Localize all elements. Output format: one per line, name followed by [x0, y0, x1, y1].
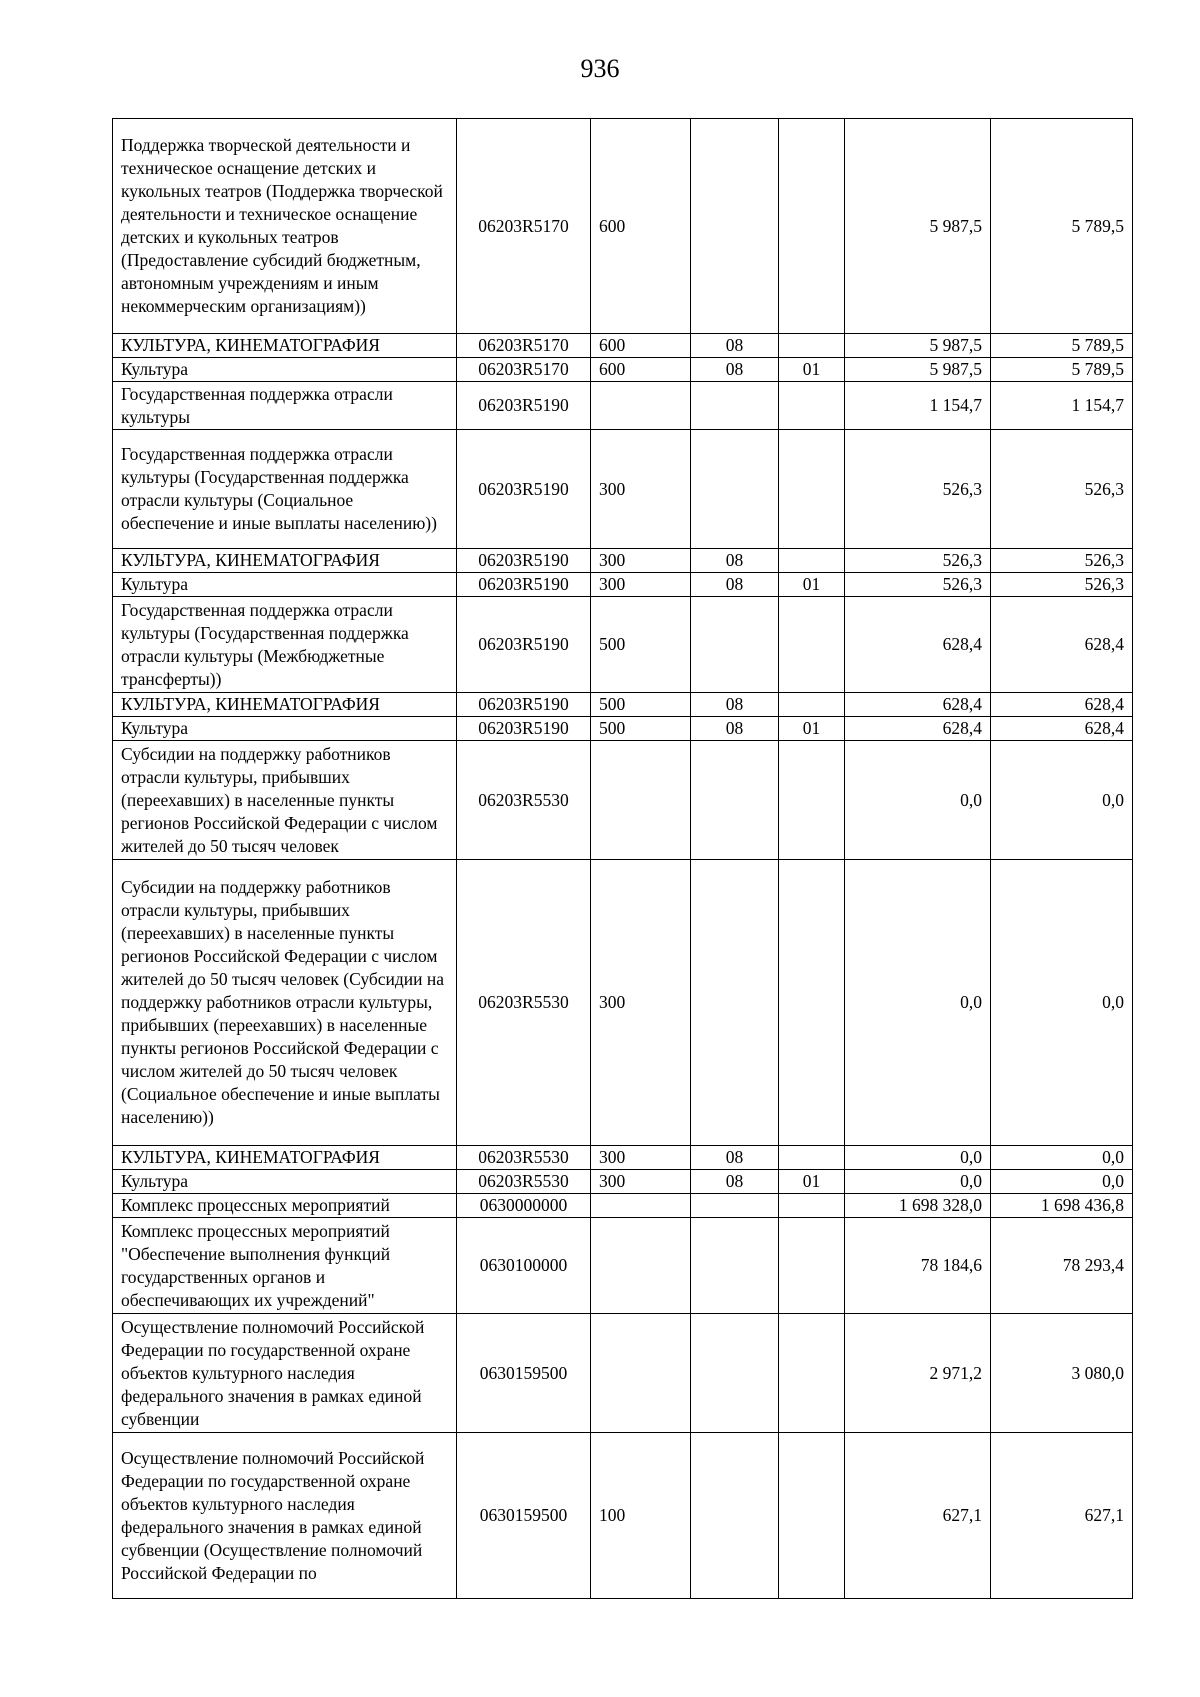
row-rz: 08	[691, 693, 779, 717]
row-name: КУЛЬТУРА, КИНЕМАТОГРАФИЯ	[113, 693, 457, 717]
row-name: Осуществление полномочий Российской Федерации по государственной охране объектов культурного наследия федерального значения в рамках единой субвенции (Осуществление полномочий Российской Федерации по	[113, 1433, 457, 1599]
row-name: Поддержка творческой деятельности и техническое оснащение детских и кукольных театров (Поддержка творческой деятельности и техническое оснащение детских и кукольных театров (Предоставление субсидий бюджетным, автономным учреждениям и иным некоммерческим организациям))	[113, 119, 457, 334]
row-code: 06203R5530	[457, 860, 591, 1146]
row-code: 0630100000	[457, 1218, 591, 1314]
table-row	[113, 430, 1133, 549]
row-value-1: 526,3	[845, 430, 991, 549]
row-rz: 08	[691, 1170, 779, 1194]
row-code: 0630159500	[457, 1433, 591, 1599]
row-vr	[591, 741, 691, 860]
row-name: Государственная поддержка отрасли культуры	[113, 382, 457, 430]
row-value-1: 0,0	[845, 1170, 991, 1194]
table-row	[113, 860, 1133, 1146]
table-row	[113, 741, 1133, 860]
row-rz	[691, 430, 779, 549]
row-code: 06203R5190	[457, 549, 591, 573]
table-row	[113, 597, 1133, 693]
row-pr	[779, 1194, 845, 1218]
row-vr: 100	[591, 1433, 691, 1599]
row-value-2: 628,4	[991, 717, 1133, 741]
row-code: 06203R5530	[457, 1170, 591, 1194]
row-vr: 300	[591, 1170, 691, 1194]
row-code: 06203R5530	[457, 741, 591, 860]
table-row	[113, 1146, 1133, 1170]
row-pr	[779, 1218, 845, 1314]
row-rz: 08	[691, 573, 779, 597]
row-vr: 300	[591, 860, 691, 1146]
row-code: 06203R5530	[457, 1146, 591, 1170]
row-name: Культура	[113, 573, 457, 597]
table-row	[113, 119, 1133, 334]
row-name: Государственная поддержка отрасли культуры (Государственная поддержка отрасли культуры (Социальное обеспечение и иные выплаты населению))	[113, 430, 457, 549]
row-pr	[779, 860, 845, 1146]
row-code: 06203R5170	[457, 358, 591, 382]
table-row	[113, 1433, 1133, 1599]
row-value-2: 1 154,7	[991, 382, 1133, 430]
row-rz	[691, 741, 779, 860]
row-code: 06203R5190	[457, 573, 591, 597]
row-vr: 600	[591, 358, 691, 382]
row-code: 06203R5190	[457, 717, 591, 741]
row-rz	[691, 1218, 779, 1314]
row-value-1: 2 971,2	[845, 1314, 991, 1433]
row-code: 06203R5170	[457, 334, 591, 358]
row-rz: 08	[691, 549, 779, 573]
row-name: Субсидии на поддержку работников отрасли культуры, прибывших (переехавших) в населенные пункты регионов Российской Федерации с числом жителей до 50 тысяч человек	[113, 741, 457, 860]
table-row	[113, 717, 1133, 741]
row-value-1: 628,4	[845, 597, 991, 693]
row-value-2: 0,0	[991, 741, 1133, 860]
row-value-1: 78 184,6	[845, 1218, 991, 1314]
row-pr	[779, 693, 845, 717]
table-row	[113, 549, 1133, 573]
row-code: 0630000000	[457, 1194, 591, 1218]
row-value-1: 0,0	[845, 741, 991, 860]
row-pr	[779, 1433, 845, 1599]
table-row	[113, 573, 1133, 597]
row-pr	[779, 549, 845, 573]
row-rz: 08	[691, 1146, 779, 1170]
row-value-2: 526,3	[991, 573, 1133, 597]
row-vr	[591, 1194, 691, 1218]
row-pr: 01	[779, 1170, 845, 1194]
row-name: КУЛЬТУРА, КИНЕМАТОГРАФИЯ	[113, 1146, 457, 1170]
row-name: Культура	[113, 1170, 457, 1194]
row-value-2: 0,0	[991, 1146, 1133, 1170]
row-code: 06203R5190	[457, 597, 591, 693]
row-vr: 300	[591, 573, 691, 597]
row-value-2: 526,3	[991, 430, 1133, 549]
row-vr	[591, 382, 691, 430]
row-vr: 300	[591, 549, 691, 573]
row-vr: 300	[591, 1146, 691, 1170]
row-rz	[691, 119, 779, 334]
row-value-2: 627,1	[991, 1433, 1133, 1599]
row-value-1: 526,3	[845, 549, 991, 573]
row-name: КУЛЬТУРА, КИНЕМАТОГРАФИЯ	[113, 549, 457, 573]
row-pr: 01	[779, 358, 845, 382]
row-value-2: 628,4	[991, 597, 1133, 693]
row-pr: 01	[779, 573, 845, 597]
row-value-2: 5 789,5	[991, 119, 1133, 334]
page-number: 936	[580, 54, 620, 83]
row-value-2: 78 293,4	[991, 1218, 1133, 1314]
row-name: Комплекс процессных мероприятий	[113, 1194, 457, 1218]
row-value-1: 1 154,7	[845, 382, 991, 430]
row-code: 06203R5170	[457, 119, 591, 334]
row-value-2: 0,0	[991, 860, 1133, 1146]
row-value-1: 628,4	[845, 693, 991, 717]
row-value-1: 5 987,5	[845, 334, 991, 358]
row-code: 06203R5190	[457, 430, 591, 549]
row-name: Культура	[113, 358, 457, 382]
row-code: 06203R5190	[457, 693, 591, 717]
table-row	[113, 693, 1133, 717]
row-value-2: 3 080,0	[991, 1314, 1133, 1433]
row-rz	[691, 597, 779, 693]
row-value-2: 5 789,5	[991, 334, 1133, 358]
row-rz	[691, 1194, 779, 1218]
row-vr: 600	[591, 334, 691, 358]
row-value-1: 0,0	[845, 1146, 991, 1170]
row-rz: 08	[691, 358, 779, 382]
row-rz	[691, 1314, 779, 1433]
row-vr: 500	[591, 597, 691, 693]
row-pr	[779, 119, 845, 334]
row-vr: 600	[591, 119, 691, 334]
row-value-1: 627,1	[845, 1433, 991, 1599]
table-row	[113, 1170, 1133, 1194]
table-row	[113, 358, 1133, 382]
row-value-2: 628,4	[991, 693, 1133, 717]
row-name: Комплекс процессных мероприятий "Обеспечение выполнения функций государственных органов и обеспечивающих их учреждений"	[113, 1218, 457, 1314]
table-row	[113, 1314, 1133, 1433]
row-rz	[691, 382, 779, 430]
row-value-1: 5 987,5	[845, 119, 991, 334]
budget-table	[112, 118, 1133, 1599]
table-row	[113, 334, 1133, 358]
row-value-2: 1 698 436,8	[991, 1194, 1133, 1218]
row-pr	[779, 334, 845, 358]
row-rz: 08	[691, 334, 779, 358]
table-row	[113, 382, 1133, 430]
row-vr: 300	[591, 430, 691, 549]
row-value-1: 628,4	[845, 717, 991, 741]
row-pr	[779, 597, 845, 693]
row-value-1: 1 698 328,0	[845, 1194, 991, 1218]
row-name: Государственная поддержка отрасли культуры (Государственная поддержка отрасли культуры (Межбюджетные трансферты))	[113, 597, 457, 693]
row-value-2: 526,3	[991, 549, 1133, 573]
table-row	[113, 1194, 1133, 1218]
row-value-1: 526,3	[845, 573, 991, 597]
row-name: Культура	[113, 717, 457, 741]
row-rz	[691, 1433, 779, 1599]
row-value-1: 5 987,5	[845, 358, 991, 382]
row-name: Субсидии на поддержку работников отрасли культуры, прибывших (переехавших) в населенные пункты регионов Российской Федерации с числом жителей до 50 тысяч человек (Субсидии на поддержку работников отрасли культуры, прибывших (переехавших) в населенные пункты регионов Российской Федерации с числом жителей до 50 тысяч человек (Социальное обеспечение и иные выплаты населению))	[113, 860, 457, 1146]
row-pr	[779, 382, 845, 430]
row-rz	[691, 860, 779, 1146]
table-row	[113, 1218, 1133, 1314]
row-value-1: 0,0	[845, 860, 991, 1146]
row-vr	[591, 1218, 691, 1314]
row-value-2: 5 789,5	[991, 358, 1133, 382]
row-code: 0630159500	[457, 1314, 591, 1433]
row-pr	[779, 1314, 845, 1433]
row-name: Осуществление полномочий Российской Федерации по государственной охране объектов культурного наследия федерального значения в рамках единой субвенции	[113, 1314, 457, 1433]
row-pr: 01	[779, 717, 845, 741]
row-vr	[591, 1314, 691, 1433]
row-pr	[779, 430, 845, 549]
row-vr: 500	[591, 717, 691, 741]
row-pr	[779, 741, 845, 860]
row-pr	[779, 1146, 845, 1170]
row-vr: 500	[591, 693, 691, 717]
row-value-2: 0,0	[991, 1170, 1133, 1194]
row-code: 06203R5190	[457, 382, 591, 430]
row-rz: 08	[691, 717, 779, 741]
row-name: КУЛЬТУРА, КИНЕМАТОГРАФИЯ	[113, 334, 457, 358]
